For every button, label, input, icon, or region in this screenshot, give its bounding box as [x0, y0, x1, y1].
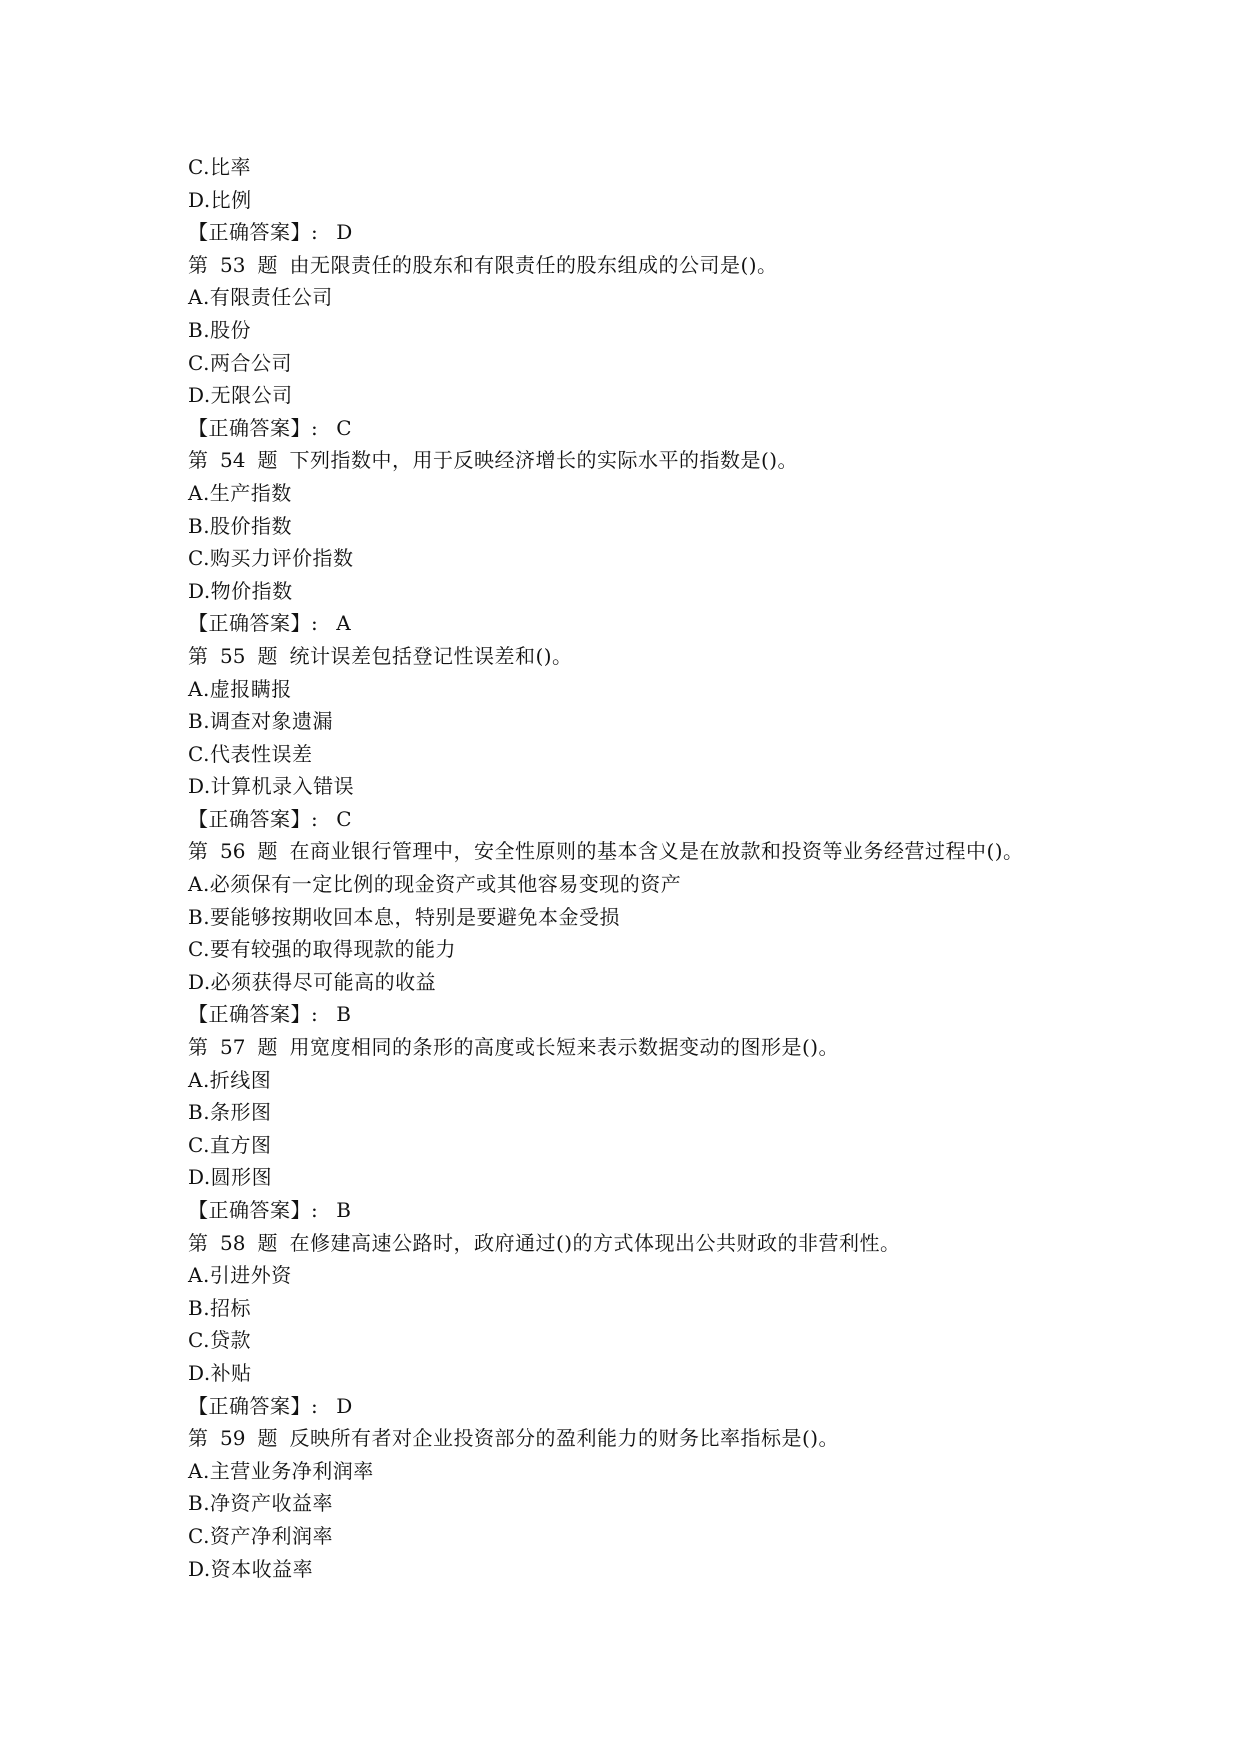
option-line: D.物价指数: [188, 578, 293, 603]
option-line: B.调查对象遗漏: [188, 709, 334, 734]
answer-value: B: [336, 1002, 352, 1027]
answer-line: [188, 803, 1188, 836]
option-line: C.代表性误差: [188, 741, 313, 766]
question-number: 第 59 题: [188, 1426, 278, 1451]
option-line: A.引进外资: [188, 1263, 292, 1288]
option-line: D.补贴: [188, 1360, 252, 1385]
question-line: [188, 640, 1188, 673]
option-line: B.净资产收益率: [188, 1491, 334, 1516]
option-line: D.资本收益率: [188, 1556, 314, 1581]
answer-line: [188, 216, 1188, 249]
answer-label: 【正确答案】:: [188, 1393, 319, 1418]
option-line: C.比率: [188, 155, 251, 179]
option-line: C.购买力评价指数: [188, 546, 354, 571]
option-line: D.必须获得尽可能高的收益: [188, 969, 437, 994]
option-line: A.有限责任公司: [188, 285, 333, 310]
question-text: 统计误差包括登记性误差和()。: [289, 643, 573, 668]
option-line: D.无限公司: [188, 383, 293, 408]
question-text: 由无限责任的股东和有限责任的股东组成的公司是()。: [289, 252, 778, 277]
question-line: [188, 1422, 1188, 1455]
question-number: 第 56 题: [188, 839, 278, 864]
answer-value: B: [336, 1198, 352, 1222]
question-text: 用宽度相同的条形的高度或长短来表示数据变动的图形是()。: [289, 1035, 840, 1060]
option-line: C.两合公司: [188, 350, 292, 375]
answer-value: C: [336, 806, 353, 831]
question-number: 第 54 题: [188, 448, 278, 473]
answer-label: 【正确答案】:: [188, 611, 319, 636]
answer-line: [188, 1390, 1188, 1423]
option-line: A.虚报瞒报: [188, 676, 292, 701]
document-page: [188, 151, 1188, 1585]
question-text: 在商业银行管理中，安全性原则的基本含义是在放款和投资等业务经营过程中()。: [289, 839, 1024, 864]
answer-value: D: [336, 1393, 353, 1418]
question-line: [188, 249, 1188, 282]
question-line: [188, 1227, 1188, 1260]
option-line: B.股份: [188, 317, 252, 342]
question-text: 反映所有者对企业投资部分的盈利能力的财务比率指标是()。: [289, 1426, 840, 1451]
answer-line: [188, 998, 1188, 1031]
answer-value: A: [336, 611, 352, 636]
question-number: 第 53 题: [188, 252, 278, 277]
question-text: 在修建高速公路时，政府通过()的方式体现出公共财政的非营利性。: [289, 1230, 901, 1255]
question-number: 第 55 题: [188, 643, 278, 668]
option-line: A.主营业务净利润率: [188, 1458, 374, 1483]
option-line: B.招标: [188, 1295, 252, 1320]
option-line: C.要有较强的取得现款的能力: [188, 937, 456, 962]
answer-line: [188, 607, 1188, 640]
option-line: C.贷款: [188, 1328, 251, 1353]
question-line: [188, 444, 1188, 477]
option-line: B.股价指数: [188, 513, 293, 538]
answer-value: D: [336, 220, 353, 245]
option-line: B.要能够按期收回本息，特别是要避免本金受损: [188, 904, 621, 929]
answer-value: C: [336, 415, 353, 440]
option-line: C.直方图: [188, 1132, 272, 1157]
answer-label: 【正确答案】:: [188, 220, 319, 245]
answer-label: 【正确答案】:: [188, 415, 319, 440]
question-number: 第 58 题: [188, 1230, 278, 1255]
option-line: D.比例: [188, 187, 252, 212]
option-line: D.圆形图: [188, 1165, 273, 1190]
option-line: A.必须保有一定比例的现金资产或其他容易变现的资产: [188, 872, 682, 897]
answer-line: [188, 412, 1188, 445]
question-text: 下列指数中，用于反映经济增长的实际水平的指数是()。: [289, 448, 799, 473]
option-line: B.条形图: [188, 1100, 272, 1125]
answer-label: 【正确答案】:: [188, 806, 319, 831]
question-line: [188, 835, 1188, 868]
option-line: C.资产净利润率: [188, 1523, 333, 1548]
answer-line: [188, 1194, 1188, 1227]
question-number: 第 57 题: [188, 1035, 278, 1060]
option-line: A.生产指数: [188, 480, 292, 505]
answer-label: 【正确答案】:: [188, 1198, 319, 1222]
option-line: D.计算机录入错误: [188, 774, 355, 799]
option-line: A.折线图: [188, 1067, 272, 1092]
answer-label: 【正确答案】:: [188, 1002, 319, 1027]
question-line: [188, 1031, 1188, 1064]
